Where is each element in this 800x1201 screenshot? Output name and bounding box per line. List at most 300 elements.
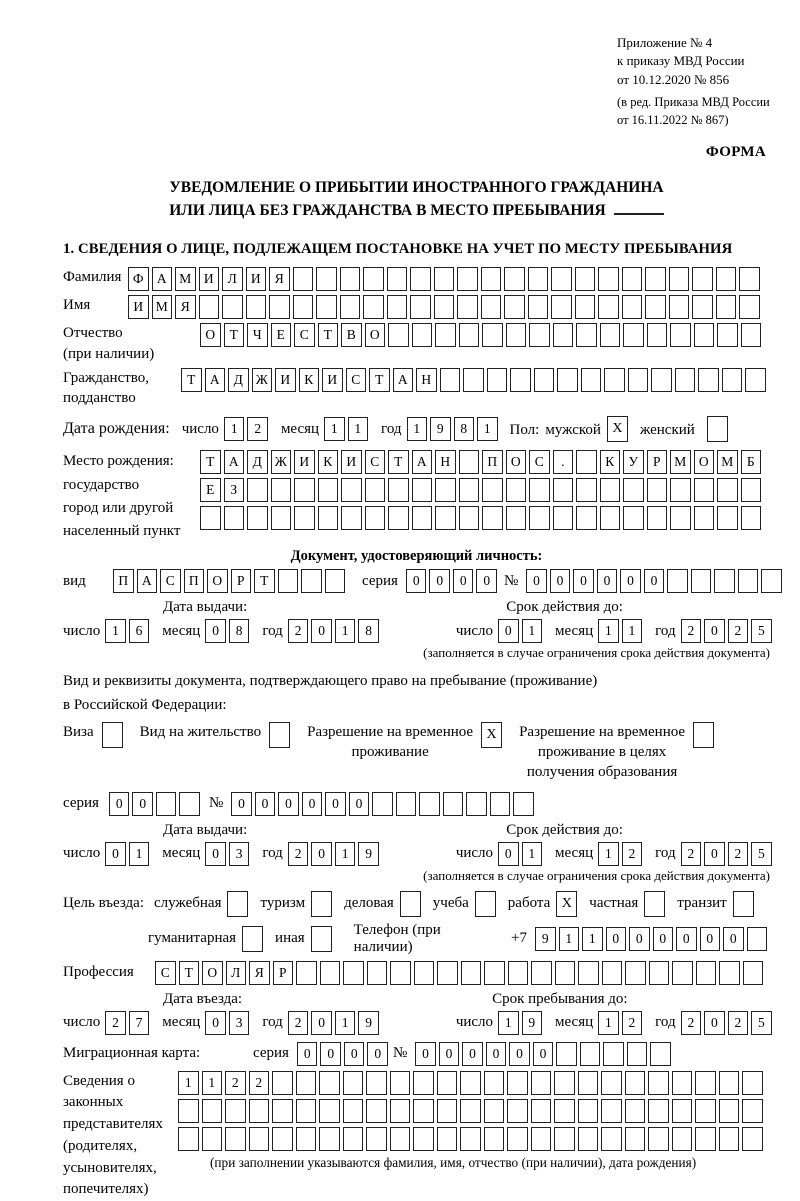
char-cell[interactable] bbox=[553, 478, 574, 502]
char-cell[interactable] bbox=[463, 368, 484, 392]
char-cell[interactable] bbox=[435, 478, 456, 502]
char-cell[interactable]: 0 bbox=[509, 1042, 530, 1066]
char-cell[interactable] bbox=[481, 267, 502, 291]
char-cell[interactable]: П bbox=[113, 569, 134, 593]
char-cell[interactable] bbox=[224, 506, 245, 530]
char-cell[interactable] bbox=[557, 368, 578, 392]
char-cell[interactable] bbox=[272, 1099, 293, 1123]
char-cell[interactable] bbox=[200, 506, 221, 530]
char-cell[interactable] bbox=[318, 506, 339, 530]
char-cell[interactable] bbox=[457, 267, 478, 291]
char-cell[interactable] bbox=[623, 323, 644, 347]
char-cell[interactable]: 8 bbox=[454, 417, 475, 441]
char-cell[interactable]: Т bbox=[254, 569, 275, 593]
char-cell[interactable]: А bbox=[205, 368, 226, 392]
char-cell[interactable] bbox=[506, 478, 527, 502]
char-cell[interactable] bbox=[555, 961, 576, 985]
char-cell[interactable] bbox=[363, 267, 384, 291]
char-cell[interactable] bbox=[669, 267, 690, 291]
char-cell[interactable]: 0 bbox=[231, 792, 252, 816]
char-cell[interactable] bbox=[719, 1099, 740, 1123]
char-cell[interactable] bbox=[247, 478, 268, 502]
char-cell[interactable] bbox=[437, 1127, 458, 1151]
char-cell[interactable] bbox=[531, 961, 552, 985]
char-cell[interactable] bbox=[388, 506, 409, 530]
char-cell[interactable] bbox=[459, 450, 480, 474]
char-cell[interactable]: А bbox=[393, 368, 414, 392]
char-cell[interactable] bbox=[460, 1099, 481, 1123]
char-cell[interactable] bbox=[293, 267, 314, 291]
char-cell[interactable] bbox=[390, 1071, 411, 1095]
char-cell[interactable] bbox=[343, 1071, 364, 1095]
char-cell[interactable]: 9 bbox=[430, 417, 451, 441]
char-cell[interactable] bbox=[716, 295, 737, 319]
char-cell[interactable] bbox=[648, 1071, 669, 1095]
char-cell[interactable] bbox=[650, 1042, 671, 1066]
char-cell[interactable]: Б bbox=[741, 450, 762, 474]
char-cell[interactable]: 1 bbox=[335, 1011, 356, 1035]
char-cell[interactable]: 9 bbox=[535, 927, 556, 951]
char-cell[interactable]: Ж bbox=[271, 450, 292, 474]
char-cell[interactable] bbox=[692, 295, 713, 319]
char-cell[interactable] bbox=[319, 1071, 340, 1095]
char-cell[interactable]: 1 bbox=[559, 927, 580, 951]
char-cell[interactable]: 6 bbox=[129, 619, 150, 643]
char-cell[interactable] bbox=[647, 323, 668, 347]
char-cell[interactable]: С bbox=[529, 450, 550, 474]
char-cell[interactable]: 0 bbox=[302, 792, 323, 816]
char-cell[interactable]: Т bbox=[318, 323, 339, 347]
char-cell[interactable] bbox=[504, 295, 525, 319]
char-cell[interactable] bbox=[528, 295, 549, 319]
char-cell[interactable] bbox=[670, 323, 691, 347]
char-cell[interactable] bbox=[651, 368, 672, 392]
char-cell[interactable] bbox=[741, 323, 762, 347]
char-cell[interactable]: 0 bbox=[320, 1042, 341, 1066]
char-cell[interactable]: 0 bbox=[476, 569, 497, 593]
char-cell[interactable] bbox=[434, 295, 455, 319]
char-cell[interactable] bbox=[318, 478, 339, 502]
char-cell[interactable]: 2 bbox=[681, 842, 702, 866]
char-cell[interactable]: 0 bbox=[550, 569, 571, 593]
char-cell[interactable]: Ж bbox=[252, 368, 273, 392]
char-cell[interactable] bbox=[622, 295, 643, 319]
char-cell[interactable] bbox=[719, 1127, 740, 1151]
char-cell[interactable]: 0 bbox=[486, 1042, 507, 1066]
char-cell[interactable] bbox=[301, 569, 322, 593]
char-cell[interactable] bbox=[531, 1099, 552, 1123]
char-cell[interactable]: 3 bbox=[229, 1011, 250, 1035]
char-cell[interactable]: П bbox=[482, 450, 503, 474]
char-cell[interactable] bbox=[719, 961, 740, 985]
char-cell[interactable]: 0 bbox=[311, 1011, 332, 1035]
char-cell[interactable] bbox=[761, 569, 782, 593]
char-cell[interactable] bbox=[554, 1127, 575, 1151]
char-cell[interactable] bbox=[600, 478, 621, 502]
char-cell[interactable] bbox=[578, 1071, 599, 1095]
purpose-checkbox[interactable]: X bbox=[556, 891, 577, 917]
char-cell[interactable]: С bbox=[346, 368, 367, 392]
char-cell[interactable]: Т bbox=[369, 368, 390, 392]
char-cell[interactable]: 0 bbox=[367, 1042, 388, 1066]
char-cell[interactable] bbox=[410, 267, 431, 291]
char-cell[interactable]: 0 bbox=[297, 1042, 318, 1066]
char-cell[interactable]: 0 bbox=[349, 792, 370, 816]
char-cell[interactable] bbox=[716, 267, 737, 291]
char-cell[interactable]: 0 bbox=[533, 1042, 554, 1066]
char-cell[interactable] bbox=[269, 295, 290, 319]
char-cell[interactable]: 0 bbox=[597, 569, 618, 593]
char-cell[interactable] bbox=[743, 961, 764, 985]
char-cell[interactable] bbox=[625, 1071, 646, 1095]
char-cell[interactable]: 1 bbox=[105, 619, 126, 643]
char-cell[interactable] bbox=[648, 1127, 669, 1151]
char-cell[interactable] bbox=[390, 961, 411, 985]
char-cell[interactable] bbox=[553, 323, 574, 347]
char-cell[interactable]: Л bbox=[222, 267, 243, 291]
char-cell[interactable]: 0 bbox=[109, 792, 130, 816]
char-cell[interactable]: 0 bbox=[620, 569, 641, 593]
char-cell[interactable] bbox=[649, 961, 670, 985]
char-cell[interactable]: 1 bbox=[598, 1011, 619, 1035]
char-cell[interactable] bbox=[556, 1042, 577, 1066]
char-cell[interactable]: 0 bbox=[311, 842, 332, 866]
char-cell[interactable] bbox=[529, 506, 550, 530]
char-cell[interactable]: А bbox=[137, 569, 158, 593]
char-cell[interactable] bbox=[504, 267, 525, 291]
char-cell[interactable] bbox=[575, 267, 596, 291]
char-cell[interactable]: 5 bbox=[751, 619, 772, 643]
char-cell[interactable]: 0 bbox=[311, 619, 332, 643]
char-cell[interactable]: Я bbox=[269, 267, 290, 291]
char-cell[interactable] bbox=[199, 295, 220, 319]
char-cell[interactable]: 1 bbox=[129, 842, 150, 866]
char-cell[interactable]: 0 bbox=[723, 927, 744, 951]
char-cell[interactable]: А bbox=[224, 450, 245, 474]
char-cell[interactable] bbox=[648, 1099, 669, 1123]
sex-male-checkbox[interactable]: X bbox=[607, 416, 628, 442]
char-cell[interactable] bbox=[722, 368, 743, 392]
char-cell[interactable]: 2 bbox=[225, 1071, 246, 1095]
char-cell[interactable] bbox=[466, 792, 487, 816]
char-cell[interactable] bbox=[507, 1127, 528, 1151]
char-cell[interactable] bbox=[412, 323, 433, 347]
char-cell[interactable]: В bbox=[341, 323, 362, 347]
char-cell[interactable] bbox=[578, 1099, 599, 1123]
char-cell[interactable]: 0 bbox=[704, 619, 725, 643]
char-cell[interactable] bbox=[714, 569, 735, 593]
char-cell[interactable] bbox=[487, 368, 508, 392]
char-cell[interactable] bbox=[601, 1071, 622, 1095]
char-cell[interactable] bbox=[272, 1127, 293, 1151]
char-cell[interactable] bbox=[414, 961, 435, 985]
char-cell[interactable]: А bbox=[412, 450, 433, 474]
char-cell[interactable]: 0 bbox=[453, 569, 474, 593]
char-cell[interactable] bbox=[440, 368, 461, 392]
char-cell[interactable] bbox=[675, 368, 696, 392]
char-cell[interactable] bbox=[510, 368, 531, 392]
char-cell[interactable] bbox=[507, 1099, 528, 1123]
char-cell[interactable] bbox=[669, 295, 690, 319]
char-cell[interactable] bbox=[645, 295, 666, 319]
char-cell[interactable] bbox=[551, 267, 572, 291]
char-cell[interactable] bbox=[575, 295, 596, 319]
char-cell[interactable] bbox=[387, 267, 408, 291]
char-cell[interactable] bbox=[294, 506, 315, 530]
char-cell[interactable]: И bbox=[199, 267, 220, 291]
purpose-checkbox[interactable] bbox=[311, 891, 332, 917]
char-cell[interactable]: 2 bbox=[728, 842, 749, 866]
char-cell[interactable]: 0 bbox=[439, 1042, 460, 1066]
char-cell[interactable]: 1 bbox=[582, 927, 603, 951]
char-cell[interactable]: С bbox=[365, 450, 386, 474]
char-cell[interactable]: Д bbox=[228, 368, 249, 392]
char-cell[interactable] bbox=[529, 478, 550, 502]
char-cell[interactable] bbox=[481, 295, 502, 319]
char-cell[interactable] bbox=[672, 1071, 693, 1095]
char-cell[interactable]: 2 bbox=[681, 619, 702, 643]
char-cell[interactable]: Р bbox=[231, 569, 252, 593]
char-cell[interactable]: 2 bbox=[728, 619, 749, 643]
residence-option-checkbox[interactable] bbox=[269, 722, 290, 748]
char-cell[interactable]: 1 bbox=[522, 842, 543, 866]
char-cell[interactable] bbox=[670, 478, 691, 502]
char-cell[interactable] bbox=[738, 569, 759, 593]
char-cell[interactable] bbox=[294, 478, 315, 502]
char-cell[interactable] bbox=[694, 323, 715, 347]
char-cell[interactable] bbox=[325, 569, 346, 593]
char-cell[interactable] bbox=[320, 961, 341, 985]
char-cell[interactable] bbox=[366, 1127, 387, 1151]
char-cell[interactable] bbox=[372, 792, 393, 816]
char-cell[interactable] bbox=[531, 1071, 552, 1095]
char-cell[interactable]: 1 bbox=[407, 417, 428, 441]
char-cell[interactable]: 0 bbox=[325, 792, 346, 816]
char-cell[interactable] bbox=[484, 1099, 505, 1123]
char-cell[interactable]: 0 bbox=[205, 842, 226, 866]
char-cell[interactable] bbox=[506, 506, 527, 530]
char-cell[interactable] bbox=[202, 1099, 223, 1123]
char-cell[interactable] bbox=[600, 323, 621, 347]
char-cell[interactable] bbox=[623, 506, 644, 530]
char-cell[interactable]: О bbox=[200, 323, 221, 347]
char-cell[interactable] bbox=[627, 1042, 648, 1066]
char-cell[interactable]: 2 bbox=[288, 619, 309, 643]
char-cell[interactable] bbox=[156, 792, 177, 816]
char-cell[interactable] bbox=[459, 506, 480, 530]
char-cell[interactable]: О bbox=[506, 450, 527, 474]
char-cell[interactable]: 3 bbox=[229, 842, 250, 866]
char-cell[interactable] bbox=[508, 961, 529, 985]
char-cell[interactable] bbox=[482, 323, 503, 347]
char-cell[interactable] bbox=[343, 961, 364, 985]
char-cell[interactable] bbox=[412, 478, 433, 502]
char-cell[interactable] bbox=[531, 1127, 552, 1151]
char-cell[interactable] bbox=[482, 478, 503, 502]
char-cell[interactable] bbox=[576, 478, 597, 502]
char-cell[interactable] bbox=[528, 267, 549, 291]
char-cell[interactable]: Ч bbox=[247, 323, 268, 347]
char-cell[interactable] bbox=[719, 1071, 740, 1095]
char-cell[interactable]: О bbox=[202, 961, 223, 985]
char-cell[interactable]: 0 bbox=[105, 842, 126, 866]
char-cell[interactable]: Я bbox=[249, 961, 270, 985]
char-cell[interactable]: С bbox=[160, 569, 181, 593]
char-cell[interactable]: С bbox=[294, 323, 315, 347]
char-cell[interactable] bbox=[490, 792, 511, 816]
char-cell[interactable] bbox=[601, 1127, 622, 1151]
char-cell[interactable] bbox=[623, 478, 644, 502]
char-cell[interactable]: 1 bbox=[622, 619, 643, 643]
char-cell[interactable] bbox=[628, 368, 649, 392]
char-cell[interactable]: К bbox=[600, 450, 621, 474]
char-cell[interactable]: О bbox=[207, 569, 228, 593]
char-cell[interactable] bbox=[696, 961, 717, 985]
char-cell[interactable]: Р bbox=[273, 961, 294, 985]
char-cell[interactable] bbox=[419, 792, 440, 816]
char-cell[interactable] bbox=[461, 961, 482, 985]
char-cell[interactable] bbox=[390, 1127, 411, 1151]
char-cell[interactable]: И bbox=[322, 368, 343, 392]
char-cell[interactable]: 1 bbox=[335, 842, 356, 866]
char-cell[interactable] bbox=[484, 1127, 505, 1151]
char-cell[interactable] bbox=[460, 1071, 481, 1095]
char-cell[interactable] bbox=[272, 1071, 293, 1095]
char-cell[interactable] bbox=[747, 927, 768, 951]
char-cell[interactable] bbox=[691, 569, 712, 593]
residence-option-checkbox[interactable] bbox=[102, 722, 123, 748]
char-cell[interactable]: 9 bbox=[358, 1011, 379, 1035]
char-cell[interactable]: Т bbox=[179, 961, 200, 985]
char-cell[interactable] bbox=[695, 1071, 716, 1095]
char-cell[interactable]: 0 bbox=[526, 569, 547, 593]
char-cell[interactable] bbox=[363, 295, 384, 319]
char-cell[interactable]: 1 bbox=[348, 417, 369, 441]
char-cell[interactable]: 0 bbox=[704, 842, 725, 866]
char-cell[interactable]: М bbox=[175, 267, 196, 291]
char-cell[interactable]: 0 bbox=[498, 842, 519, 866]
char-cell[interactable] bbox=[340, 295, 361, 319]
char-cell[interactable]: Н bbox=[435, 450, 456, 474]
char-cell[interactable] bbox=[437, 961, 458, 985]
char-cell[interactable]: М bbox=[670, 450, 691, 474]
char-cell[interactable] bbox=[603, 1042, 624, 1066]
char-cell[interactable]: Е bbox=[200, 478, 221, 502]
char-cell[interactable] bbox=[340, 267, 361, 291]
char-cell[interactable]: 0 bbox=[462, 1042, 483, 1066]
char-cell[interactable] bbox=[553, 506, 574, 530]
char-cell[interactable] bbox=[598, 295, 619, 319]
char-cell[interactable] bbox=[554, 1071, 575, 1095]
char-cell[interactable]: Ф bbox=[128, 267, 149, 291]
char-cell[interactable] bbox=[459, 323, 480, 347]
char-cell[interactable] bbox=[484, 961, 505, 985]
char-cell[interactable] bbox=[225, 1127, 246, 1151]
char-cell[interactable] bbox=[293, 295, 314, 319]
char-cell[interactable]: 0 bbox=[429, 569, 450, 593]
char-cell[interactable]: З bbox=[224, 478, 245, 502]
char-cell[interactable] bbox=[343, 1099, 364, 1123]
char-cell[interactable]: Т bbox=[200, 450, 221, 474]
char-cell[interactable]: Е bbox=[271, 323, 292, 347]
char-cell[interactable] bbox=[413, 1099, 434, 1123]
char-cell[interactable] bbox=[437, 1099, 458, 1123]
residence-option-checkbox[interactable]: X bbox=[481, 722, 502, 748]
char-cell[interactable]: 2 bbox=[247, 417, 268, 441]
char-cell[interactable] bbox=[742, 1127, 763, 1151]
char-cell[interactable]: 0 bbox=[700, 927, 721, 951]
char-cell[interactable] bbox=[413, 1071, 434, 1095]
char-cell[interactable] bbox=[667, 569, 688, 593]
char-cell[interactable]: 0 bbox=[278, 792, 299, 816]
char-cell[interactable]: 0 bbox=[606, 927, 627, 951]
char-cell[interactable]: 0 bbox=[205, 619, 226, 643]
char-cell[interactable] bbox=[249, 1099, 270, 1123]
char-cell[interactable] bbox=[694, 478, 715, 502]
char-cell[interactable]: 2 bbox=[288, 842, 309, 866]
char-cell[interactable] bbox=[296, 1127, 317, 1151]
char-cell[interactable]: Т bbox=[388, 450, 409, 474]
char-cell[interactable]: 2 bbox=[681, 1011, 702, 1035]
char-cell[interactable] bbox=[741, 478, 762, 502]
char-cell[interactable] bbox=[602, 961, 623, 985]
char-cell[interactable]: 2 bbox=[622, 1011, 643, 1035]
char-cell[interactable] bbox=[367, 961, 388, 985]
char-cell[interactable] bbox=[296, 961, 317, 985]
char-cell[interactable] bbox=[387, 295, 408, 319]
char-cell[interactable] bbox=[178, 1099, 199, 1123]
char-cell[interactable]: 2 bbox=[622, 842, 643, 866]
char-cell[interactable]: 0 bbox=[653, 927, 674, 951]
char-cell[interactable] bbox=[434, 267, 455, 291]
char-cell[interactable]: 1 bbox=[522, 619, 543, 643]
char-cell[interactable] bbox=[437, 1071, 458, 1095]
char-cell[interactable] bbox=[580, 1042, 601, 1066]
char-cell[interactable]: И bbox=[246, 267, 267, 291]
purpose-checkbox[interactable] bbox=[400, 891, 421, 917]
char-cell[interactable]: Т bbox=[224, 323, 245, 347]
char-cell[interactable] bbox=[296, 1071, 317, 1095]
purpose-checkbox[interactable] bbox=[644, 891, 665, 917]
char-cell[interactable]: 0 bbox=[644, 569, 665, 593]
char-cell[interactable] bbox=[343, 1127, 364, 1151]
char-cell[interactable] bbox=[249, 1127, 270, 1151]
char-cell[interactable] bbox=[396, 792, 417, 816]
char-cell[interactable]: И bbox=[128, 295, 149, 319]
char-cell[interactable]: 5 bbox=[751, 1011, 772, 1035]
char-cell[interactable]: 0 bbox=[406, 569, 427, 593]
char-cell[interactable]: Т bbox=[181, 368, 202, 392]
char-cell[interactable] bbox=[622, 267, 643, 291]
char-cell[interactable]: Л bbox=[226, 961, 247, 985]
char-cell[interactable]: М bbox=[152, 295, 173, 319]
sex-female-checkbox[interactable] bbox=[707, 416, 728, 442]
purpose-checkbox[interactable] bbox=[227, 891, 248, 917]
purpose-checkbox[interactable] bbox=[733, 891, 754, 917]
char-cell[interactable] bbox=[717, 323, 738, 347]
char-cell[interactable] bbox=[316, 295, 337, 319]
char-cell[interactable] bbox=[717, 478, 738, 502]
char-cell[interactable] bbox=[672, 1127, 693, 1151]
char-cell[interactable]: 1 bbox=[598, 619, 619, 643]
char-cell[interactable]: М bbox=[717, 450, 738, 474]
char-cell[interactable]: 0 bbox=[255, 792, 276, 816]
char-cell[interactable] bbox=[670, 506, 691, 530]
char-cell[interactable] bbox=[576, 450, 597, 474]
char-cell[interactable]: 2 bbox=[105, 1011, 126, 1035]
char-cell[interactable] bbox=[413, 1127, 434, 1151]
char-cell[interactable] bbox=[717, 506, 738, 530]
